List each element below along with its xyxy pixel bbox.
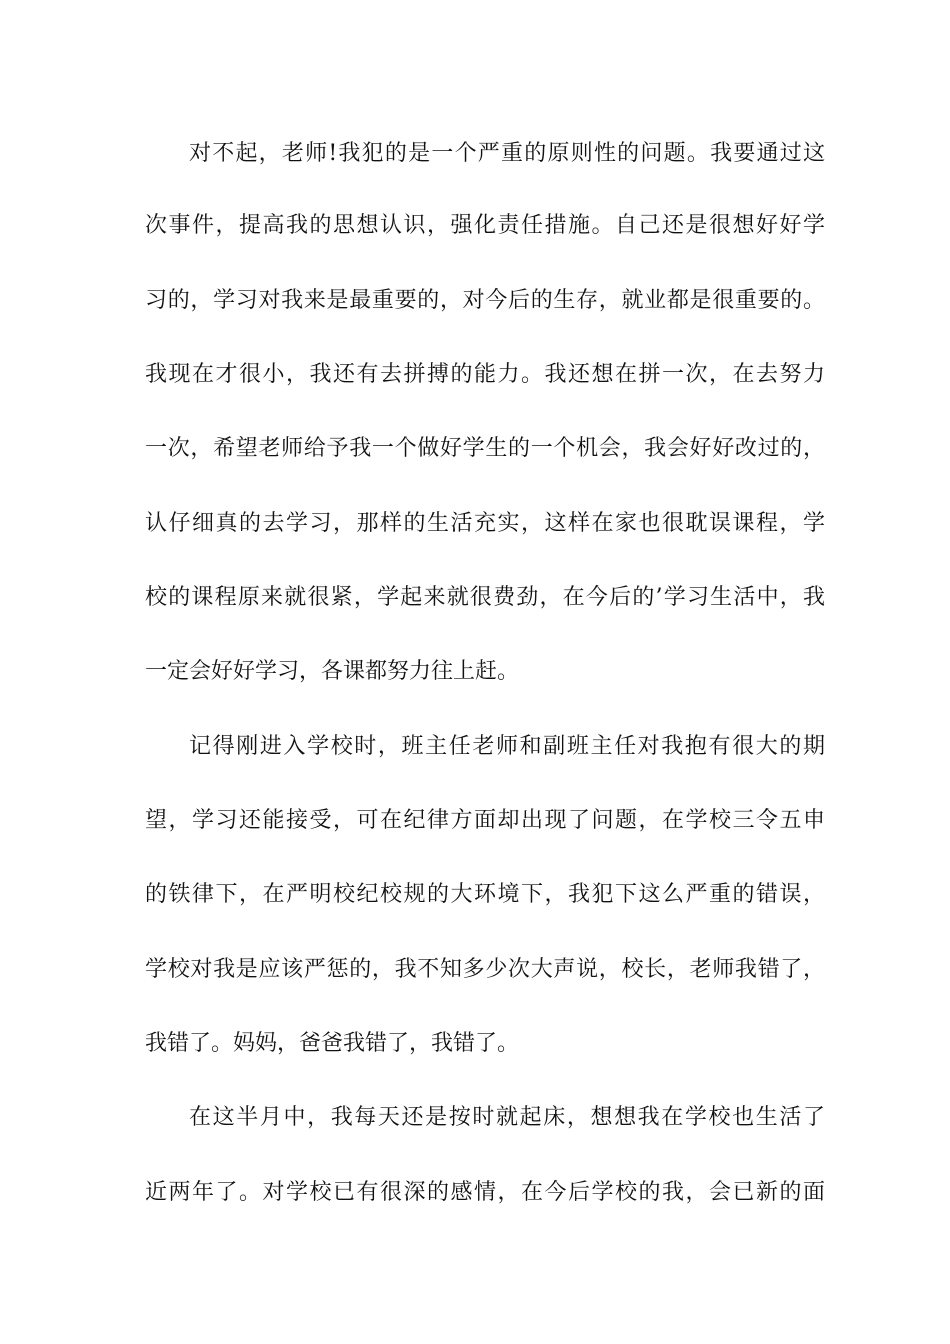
paragraph-3-line-2: 近两年了。对学校已有很深的感情，在今后学校的我，会已新的面	[145, 1180, 825, 1205]
paragraph-1-line-4: 我现在才很小，我还有去拼搏的能力。我还想在拼一次，在去努力	[145, 362, 825, 387]
paragraph-3-line-1: 在这半月中，我每天还是按时就起床，想想我在学校也生活了	[189, 1105, 825, 1130]
paragraph-1-line-7: 校的课程原来就很紧，学起来就很费劲，在今后的’学习生活中，我	[145, 585, 825, 610]
paragraph-1-line-8: 一定会好好学习，各课都努力往上赶。	[145, 659, 520, 684]
paragraph-2-line-4: 学校对我是应该严惩的，我不知多少次大声说，校长，老师我错了，	[145, 957, 825, 982]
paragraph-1-line-5: 一次，希望老师给予我一个做好学生的一个机会，我会好好改过的，	[145, 436, 825, 461]
paragraph-2-line-5: 我错了。妈妈，爸爸我错了，我错了。	[145, 1031, 520, 1056]
paragraph-2-line-1: 记得刚进入学校时，班主任老师和副班主任对我抱有很大的期	[189, 734, 825, 759]
paragraph-1-line-6: 认仔细真的去学习，那样的生活充实，这样在家也很耽误课程，学	[145, 511, 825, 536]
paragraph-2-line-3: 的铁律下，在严明校纪校规的大环境下，我犯下这么严重的错误，	[145, 882, 825, 907]
paragraph-2-line-2: 望，学习还能接受，可在纪律方面却出现了问题，在学校三令五申	[145, 808, 825, 833]
paragraph-1-line-2: 次事件，提高我的思想认识，强化责任措施。自己还是很想好好学	[145, 213, 825, 238]
paragraph-1-line-1: 对不起，老师!我犯的是一个严重的原则性的问题。我要通过这	[189, 141, 825, 166]
paragraph-1-line-3: 习的，学习对我来是最重要的，对今后的生存，就业都是很重要的。	[145, 288, 825, 313]
